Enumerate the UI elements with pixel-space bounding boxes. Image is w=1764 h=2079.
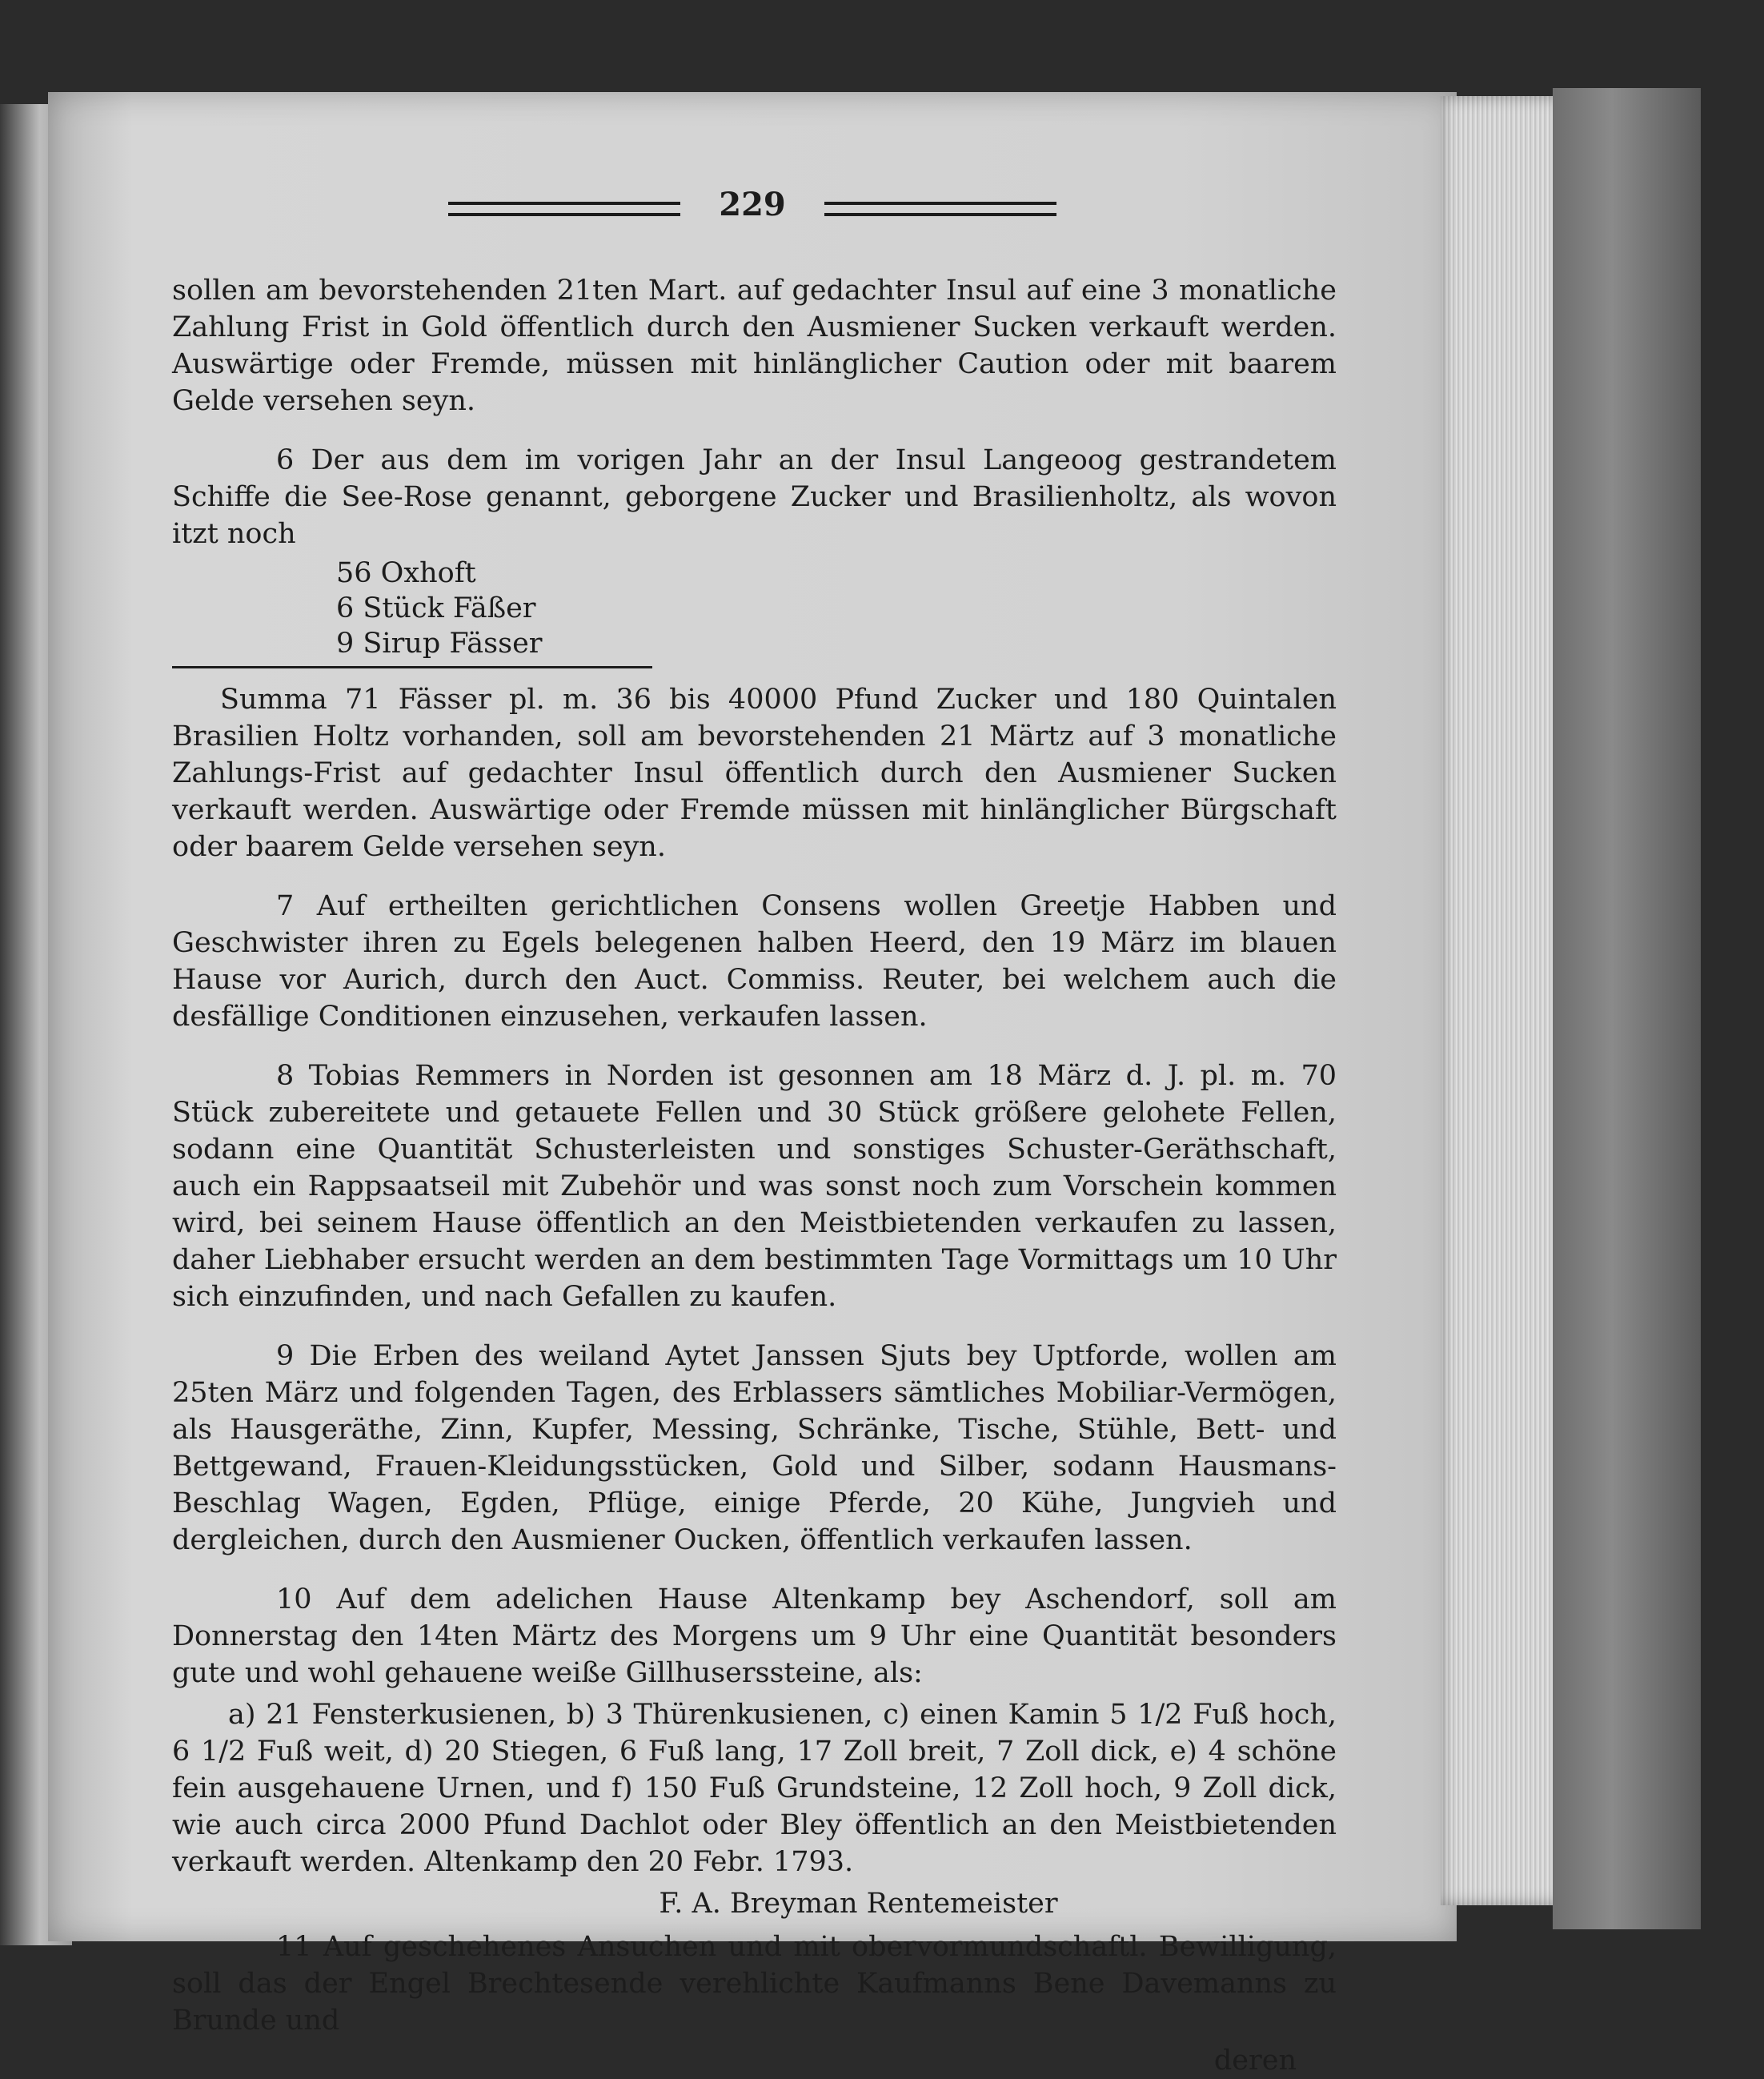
paragraph-10-items: a) 21 Fensterkusienen, b) 3 Thürenkusienen, c) einen Kamin 5 1/2 Fuß hoch, 6 1/2 Fuß weit, d) 20 Stiegen, 6 Fuß lang, 17 Zoll breit, 7 Zoll dick, e) 4 schöne fein ausgehauene Urnen, und f) 150 Fuß Grundsteine, 12 Zoll hoch, 9 Zoll dick, wie auch circa 2000 Pfund Dachlot oder Bley öffentlich an den Meistbietenden verkauft werden. Altenkamp den 20 Febr. 1793. (172, 1699, 1337, 1878)
book-cover (1553, 88, 1701, 1929)
paragraph-6-intro: 6 Der aus dem im vorigen Jahr an der Insul Langeoog gestrandetem Schiffe die See-Rose genannt, geborgene Zucker und Brasilienholtz, als wovon itzt noch (172, 444, 1337, 550)
paragraph-10-intro: 10 Auf dem adelichen Hause Altenkamp bey Aschendorf, soll am Donnerstag den 14ten Märtz des Morgens um 9 Uhr eine Quantität besonders gute und wohl gehauene weiße Gillhuserssteine, als: (172, 1583, 1337, 1689)
paragraph-5-continued: sollen am bevorstehenden 21ten Mart. auf gedachter Insul auf eine 3 monatliche Zahlung Frist in Gold öffentlich durch den Ausmiener Sucken verkauft werden. Auswärtige oder Fremde, müssen mit hinlänglicher Caution oder mit baarem Gelde versehen seyn. (172, 275, 1337, 417)
paragraph-11: 11 Auf geschehenes Ansuchen und mit obervormundschaftl. Bewilligung, soll das der Engel Brechtesende verehlichte Kaufmanns Bene Davemanns zu Brunde und (172, 1931, 1337, 2037)
paragraph-9: 9 Die Erben des weiland Aytet Janssen Sjuts bey Uptforde, wollen am 25ten März und folgenden Tagen, des Erblassers sämtliches Mobiliar-Vermögen, als Hausgeräthe, Zinn, Kupfer, Messing, Schränke, Tische, Stühle, Bett- und Bettgewand, Frauen-Kleidungsstücken, Gold und Silber, sodann Hausmans-Beschlag Wagen, Egden, Pflüge, einige Pferde, 20 Kühe, Jungvieh und dergleichen, durch den Ausmiener Oucken, öffentlich verkaufen lassen. (172, 1340, 1337, 1556)
list-item: 56 Oxhoft (336, 557, 476, 589)
page-text (172, 272, 1337, 2079)
paragraph-8: 8 Tobias Remmers in Norden ist gesonnen am 18 März d. J. pl. m. 70 Stück zubereitete und getauete Fellen und 30 Stück größere gelohete Fellen, sodann eine Quantität Schusterleisten und sonstiges Schuster-Geräthschaft, auch ein Rappsaatseil mit Zubehör und was sonst noch zum Vorschein kommen wird, bei seinem Hause öffentlich an den Meistbietenden verkaufen zu lassen, daher Liebhaber ersucht werden an dem bestimmten Tage Vormittags um 10 Uhr sich einzufinden, und nach Gefallen zu kaufen. (172, 1060, 1337, 1313)
list-item: 6 Stück Fäßer (336, 592, 536, 624)
page-number: 229 (719, 186, 786, 223)
signature-line: F. A. Breyman Rentemeister (659, 1888, 1058, 1920)
summa-rule (172, 666, 652, 668)
header-rule-right (824, 202, 1056, 216)
page-edges (1441, 96, 1569, 1905)
header-rule-left (448, 202, 680, 216)
list-item: 9 Sirup Fässer (336, 628, 543, 660)
paragraph-6-summa: Summa 71 Fässer pl. m. 36 bis 40000 Pfund Zucker und 180 Quintalen Brasilien Holtz vorhanden, soll am bevorstehenden 21 Märtz auf 3 monatliche Zahlungs-Frist auf gedachter Insul öffentlich durch den Ausmiener Sucken verkauft werden. Auswärtige oder Fremde müssen mit hinlänglicher Bürgschaft oder baarem Gelde versehen seyn. (172, 684, 1337, 863)
page-header (448, 186, 1056, 226)
paragraph-7: 7 Auf ertheilten gerichtlichen Consens wollen Greetje Habben und Geschwister ihren zu Egels belegenen halben Heerd, den 19 März im blauen Hause vor Aurich, durch den Auct. Commiss. Reuter, bei welchem auch die desfällige Conditionen einzusehen, verkaufen lassen. (172, 890, 1337, 1033)
paragraph-6-list (336, 556, 1337, 661)
catchword: deren (1213, 2045, 1297, 2077)
